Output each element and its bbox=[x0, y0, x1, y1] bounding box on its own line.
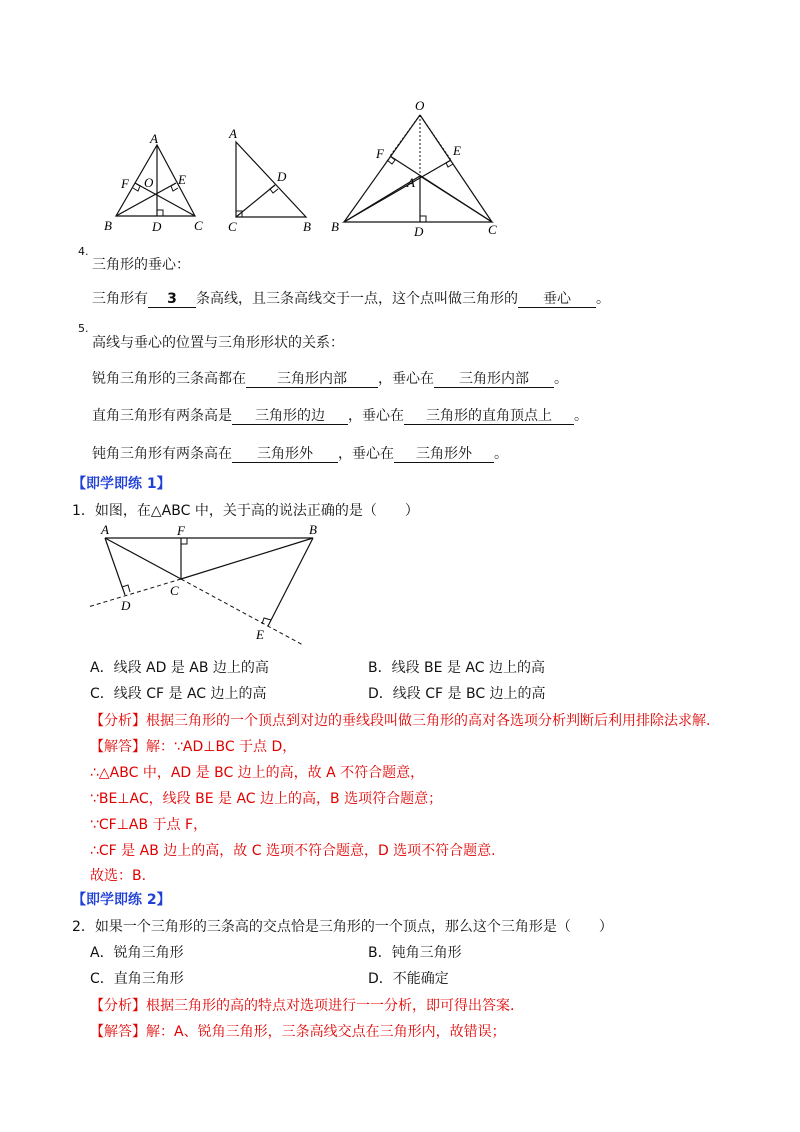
row-text: 。 bbox=[554, 371, 568, 387]
p2-option-d[interactable]: D．不能确定 bbox=[368, 971, 449, 987]
row-text: 。 bbox=[494, 446, 508, 462]
practice-2-header: 【即学即练 2】 bbox=[72, 892, 171, 908]
item-4-number: 4. bbox=[78, 245, 89, 258]
p2-option-b[interactable]: B．钝角三角形 bbox=[368, 945, 462, 961]
fig3-label-A: A bbox=[407, 175, 415, 190]
fig1-label-F: F bbox=[121, 176, 129, 191]
p1-option-a[interactable]: A．线段 AD 是 AB 边上的高 bbox=[90, 660, 269, 676]
fig3-label-E: E bbox=[453, 143, 461, 158]
item-5-title: 高线与垂心的位置与三角形形状的关系： bbox=[92, 335, 344, 351]
row-text: 直角三角形有两条高是 bbox=[92, 408, 232, 424]
fig2-label-B: B bbox=[303, 219, 311, 234]
item-4-end: 。 bbox=[596, 291, 610, 307]
p1-solution-line: ∵BE⊥AC，线段 BE 是 AC 边上的高，B 选项符合题意； bbox=[90, 791, 443, 807]
practice-1-question: 1．如图，在△ABC 中，关于高的说法正确的是（ ） bbox=[72, 503, 419, 519]
p1-label-F: F bbox=[177, 523, 185, 538]
fig1-label-B: B bbox=[104, 218, 112, 233]
p2-option-a[interactable]: A．锐角三角形 bbox=[90, 945, 184, 961]
practice-1-header: 【即学即练 1】 bbox=[72, 476, 171, 492]
blank-orthocenter-position: 三角形外 bbox=[394, 446, 494, 463]
item-5-row-obtuse bbox=[92, 443, 508, 463]
p1-solution-line: 【解答】解：∵AD⊥BC 于点 D， bbox=[90, 739, 297, 755]
row-text: ，垂心在 bbox=[378, 371, 434, 387]
row-text: 。 bbox=[574, 408, 588, 424]
fig1-label-A: A bbox=[150, 131, 158, 146]
p2-option-c[interactable]: C．直角三角形 bbox=[90, 971, 184, 987]
item-4-sentence bbox=[92, 288, 610, 308]
blank-orthocenter-position: 三角形的直角顶点上 bbox=[404, 408, 574, 425]
blank-orthocenter-position: 三角形内部 bbox=[434, 371, 554, 388]
fig2-label-C: C bbox=[228, 219, 237, 234]
fig3-label-F: F bbox=[376, 146, 384, 161]
p1-analysis: 【分析】根据三角形的一个顶点到对边的垂线段叫做三角形的高对各选项分析判断后利用排除法求解. bbox=[90, 713, 711, 729]
fig3-label-C: C bbox=[488, 222, 497, 237]
practice-1-figure bbox=[0, 515, 800, 650]
blank-altitude-position: 三角形内部 bbox=[246, 371, 378, 388]
row-text: ，垂心在 bbox=[348, 408, 404, 424]
practice-2-question: 2．如果一个三角形的三条高的交点恰是三角形的一个顶点，那么这个三角形是（ ） bbox=[72, 919, 613, 935]
item-5-row-acute bbox=[92, 368, 568, 388]
p1-solution-line: ∴△ABC 中，AD 是 BC 边上的高，故 A 不符合题意， bbox=[90, 765, 425, 781]
p1-label-A: A bbox=[101, 522, 109, 537]
item-4-mid: 条高线，且三条高线交于一点，这个点叫做三角形的 bbox=[196, 291, 518, 307]
p1-label-B: B bbox=[309, 522, 317, 537]
item-5-number: 5. bbox=[78, 322, 89, 335]
fig1-label-E: E bbox=[178, 172, 186, 187]
p1-label-D: D bbox=[121, 598, 131, 613]
fig3-label-B: B bbox=[331, 219, 339, 234]
item-4-blank-term: 垂心 bbox=[518, 291, 596, 308]
fig1-label-O: O bbox=[144, 175, 154, 190]
fig2-label-D: D bbox=[277, 169, 287, 184]
p2-analysis: 【分析】根据三角形的高的特点对选项进行一一分析，即可得出答案. bbox=[90, 998, 515, 1014]
row-text: ，垂心在 bbox=[338, 446, 394, 462]
fig1-label-C: C bbox=[194, 218, 203, 233]
p1-solution-line: 故选：B. bbox=[90, 868, 147, 884]
p1-solution-line: ∵CF⊥AB 于点 F， bbox=[90, 817, 208, 833]
figures-top bbox=[0, 0, 800, 245]
p2-solution-line: 【解答】解：A、锐角三角形，三条高线交点在三角形内，故错误； bbox=[90, 1024, 506, 1040]
item-4-blank-count: 3 bbox=[148, 291, 196, 308]
p1-label-C: C bbox=[170, 583, 179, 598]
blank-altitude-position: 三角形外 bbox=[232, 446, 338, 463]
item-4-title: 三角形的垂心： bbox=[92, 257, 190, 273]
p1-solution-line: ∴CF 是 AB 边上的高，故 C 选项不符合题意，D 选项不符合题意. bbox=[90, 843, 496, 859]
p1-option-c[interactable]: C．线段 CF 是 AC 边上的高 bbox=[90, 686, 267, 702]
p1-label-E: E bbox=[256, 627, 264, 642]
p1-option-d[interactable]: D．线段 CF 是 BC 边上的高 bbox=[368, 686, 546, 702]
item-4-pre: 三角形有 bbox=[92, 291, 148, 307]
figure-right-triangle bbox=[236, 142, 306, 217]
fig2-label-A: A bbox=[229, 126, 237, 141]
fig3-label-O: O bbox=[415, 98, 425, 113]
p1-option-b[interactable]: B．线段 BE 是 AC 边上的高 bbox=[368, 660, 545, 676]
item-5-row-right bbox=[92, 405, 588, 425]
row-text: 钝角三角形有两条高在 bbox=[92, 446, 232, 462]
row-text: 锐角三角形的三条高都在 bbox=[92, 371, 246, 387]
fig3-label-D: D bbox=[414, 224, 424, 239]
figure-obtuse-triangle bbox=[344, 115, 492, 222]
fig1-label-D: D bbox=[152, 219, 162, 234]
blank-altitude-position: 三角形的边 bbox=[232, 408, 348, 425]
